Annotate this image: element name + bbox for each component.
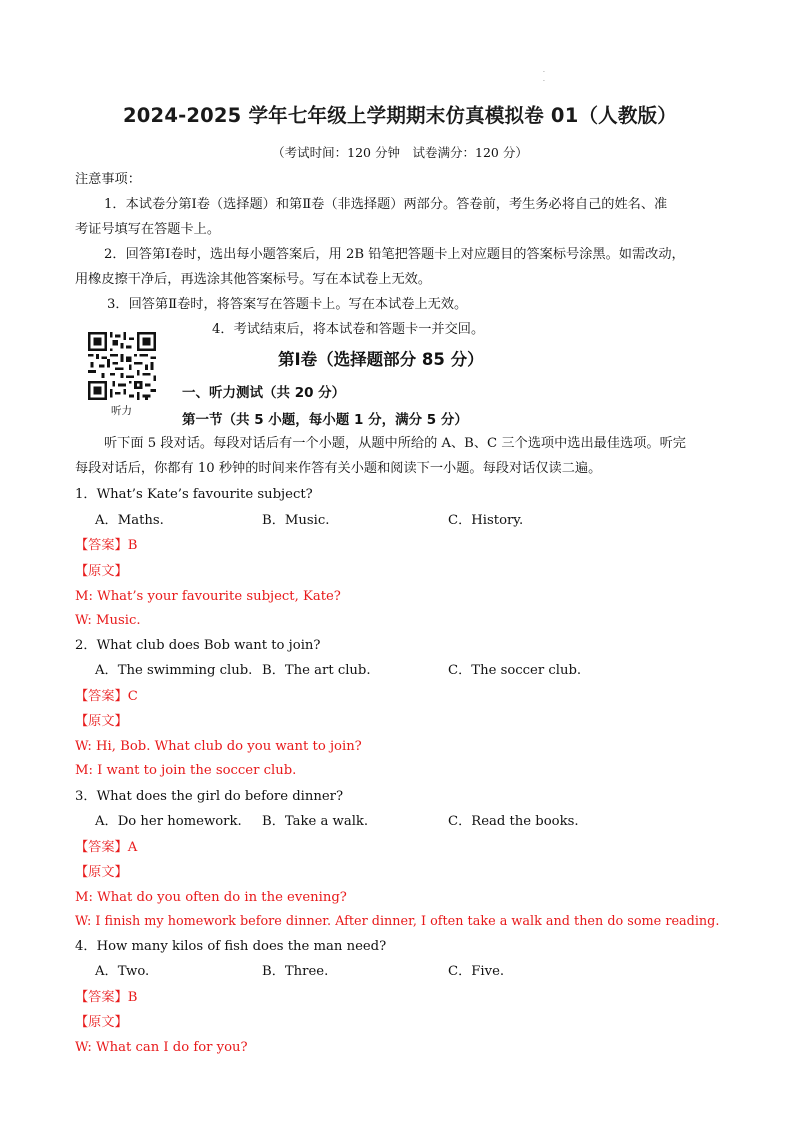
qr-code — [88, 332, 156, 400]
answer-label: 【答案】B — [75, 538, 138, 553]
transcript-label: 【原文】 — [75, 564, 128, 579]
question-stem: 3．What does the girl do before dinner? — [75, 789, 344, 804]
subpart-heading: 第一节（共 5 小题，每小题 1 分，满分 5 分） — [182, 412, 468, 428]
transcript-line: W: I finish my homework before dinner. After dinner, I often take a walk and then do some reading. — [75, 914, 720, 929]
option-c: C．The soccer club. — [448, 663, 582, 678]
option-c: C．Five. — [448, 964, 505, 979]
transcript-label: 【原文】 — [75, 1015, 128, 1030]
transcript-line: M: What’s your favourite subject, Kate? — [75, 589, 341, 604]
note-3: 3．回答第Ⅱ卷时，将答案写在答题卡上。写在本试卷上无效。 — [107, 297, 468, 312]
question-stem: 1．What’s Kate’s favourite subject? — [75, 487, 313, 502]
note-1-line-1: 1．本试卷分第Ⅰ卷（选择题）和第Ⅱ卷（非选择题）两部分。答卷前，考生务必将自己的姓名、准 — [104, 197, 668, 212]
transcript-line: W: Music. — [75, 613, 141, 628]
option-a: A．Maths. — [95, 513, 164, 528]
header-dots: · · — [543, 69, 545, 85]
transcript-line: M: I want to join the soccer club. — [75, 763, 297, 778]
instructions-line-1: 听下面 5 段对话。每段对话后有一个小题，从题中所给的 A、B、C 三个选项中选出最佳选项。听完 — [104, 436, 686, 451]
note-2-line-1: 2．回答第Ⅰ卷时，选出每小题答案后，用 2B 铅笔把答题卡上对应题目的答案标号涂黑。如需改动， — [104, 247, 685, 262]
section-title: 第Ⅰ卷（选择题部分 85 分） — [278, 350, 484, 369]
note-2-line-2: 用橡皮擦干净后，再选涂其他答案标号。写在本试卷上无效。 — [75, 272, 432, 287]
answer-label: 【答案】C — [75, 689, 138, 704]
question-stem: 4．How many kilos of fish does the man need? — [75, 939, 387, 954]
qr-caption: 听力 — [111, 405, 132, 417]
transcript-line: W: What can I do for you? — [75, 1040, 248, 1055]
option-b: B．Take a walk. — [262, 814, 369, 829]
option-b: B．The art club. — [262, 663, 371, 678]
transcript-label: 【原文】 — [75, 714, 128, 729]
question-stem: 2．What club does Bob want to join? — [75, 638, 321, 653]
transcript-label: 【原文】 — [75, 865, 128, 880]
option-a: A．The swimming club. — [95, 663, 253, 678]
option-c: C．History. — [448, 513, 524, 528]
page-title: 2024-2025 学年七年级上学期期末仿真模拟卷 01（人教版） — [123, 104, 677, 127]
note-1-line-2: 考证号填写在答题卡上。 — [75, 222, 221, 237]
note-4: 4．考试结束后，将本试卷和答题卡一并交回。 — [212, 322, 485, 337]
option-a: A．Two. — [95, 964, 150, 979]
option-b: B．Three. — [262, 964, 329, 979]
option-b: B．Music. — [262, 513, 330, 528]
instructions-line-2: 每段对话后，你都有 10 秒钟的时间来作答有关小题和阅读下一小题。每段对话仅读二遍。 — [75, 461, 602, 476]
part-heading: 一、听力测试（共 20 分） — [182, 385, 346, 401]
exam-info: （考试时间：120 分钟 试卷满分：120 分） — [272, 145, 528, 160]
option-c: C．Read the books. — [448, 814, 579, 829]
answer-label: 【答案】B — [75, 990, 138, 1005]
transcript-line: W: Hi, Bob. What club do you want to join? — [75, 739, 362, 754]
option-a: A．Do her homework. — [95, 814, 242, 829]
answer-label: 【答案】A — [75, 840, 138, 855]
notes-heading: 注意事项： — [75, 172, 141, 187]
transcript-line: M: What do you often do in the evening? — [75, 890, 347, 905]
